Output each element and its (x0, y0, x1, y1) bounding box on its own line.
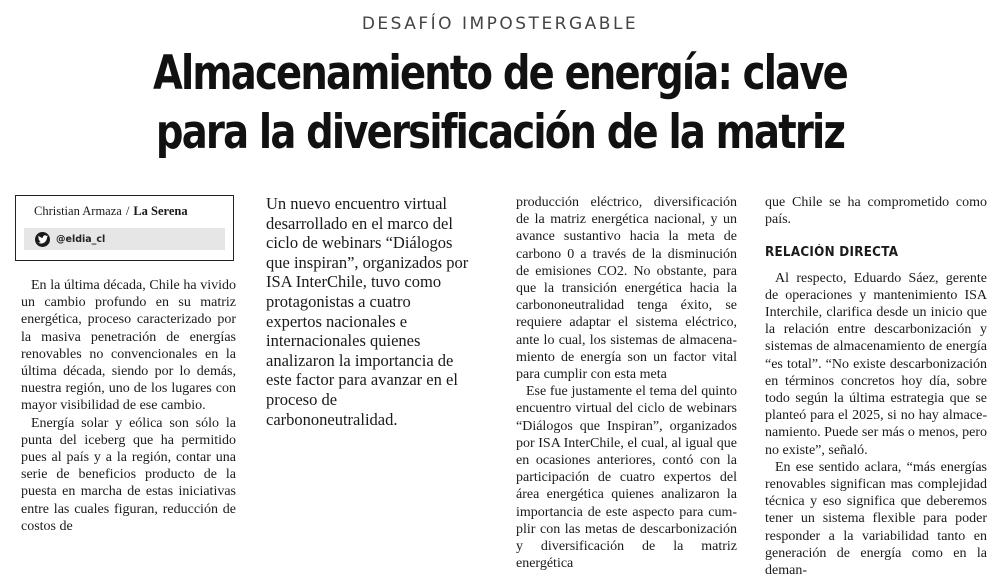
twitter-icon (35, 232, 50, 247)
byline-author-line (34, 204, 188, 219)
body-paragraph: que Chile se ha comprometido como país. (765, 195, 987, 228)
article-headline: Almacenamiento de energía: clave para la diversificación de la matriz (152, 46, 848, 160)
byline-separator: / (125, 204, 130, 218)
lead-paragraph: Un nuevo encuentro virtual desarrollado en el marco del ciclo de webinars “Diálogos que inspiran”, organizados por ISA InterChile, tuvo como protagonistas a cuatro expertos nacionales e internacionales quienes analizaron la importancia de este factor para avanzar en el proceso de carbononeutralidad. (266, 194, 469, 429)
body-column-1 (21, 277, 236, 535)
body-paragraph: producción eléctrico, diversificación de la matriz energética nacional, y un avance sustantivo hacia la meta de carbono 0 a través de la disminución de emisiones CO2. No obstante, para que la transición energética hacia la carbononeutralidad tenga éxito, se requiere adaptar el sistema eléctrico, ante lo cual, los sistemas de almacenamiento de energía son un factor vital para cumplir con esta meta (516, 195, 737, 383)
byline-city: La Serena (133, 204, 188, 218)
body-paragraph: En la última década, Chile ha vivido un cambio profundo en su matriz energética, proceso caracterizado por la masiva penetración de energías renovables no convencionales en la última década, siendo por lo demás, nuestra región, uno de los lugares con mayor visibilidad de ese cambio. (21, 278, 236, 414)
body-column-3 (516, 194, 737, 572)
section-subhead: RELACIÓN DIRECTA (765, 245, 899, 261)
twitter-bird-glyph (38, 235, 48, 244)
body-paragraph: En ese sentido aclara, “más energías renovables significan mas complejidad técnica y eso significa que deberemos tener un sistema flexible para poder responder a la variabilidad tanto en generación de energía como en la deman- (765, 459, 987, 579)
social-strip (24, 228, 225, 250)
twitter-handle: @eldia_cl (56, 233, 106, 245)
body-column-4 (765, 194, 987, 579)
body-paragraph: Al respecto, Eduardo Sáez, gerente de operaciones y mantenimiento ISA Interchile, clarifica desde un inicio que la relación entre descarbonización y sistemas de almacenamiento de energía “es total”. “No existe descarbonización en términos concretos hoy día, sobre todo según la última estrategia que se planteó para el 2025, si no hay almacenamiento. Puede ser más o menos, pero no existe”, señaló. (765, 270, 987, 458)
section-kicker: DESAFÍO IMPOSTERGABLE (361, 14, 639, 34)
author-name: Christian Armaza (34, 204, 122, 218)
body-paragraph: Energía solar y eólica son sólo la punta del iceberg que ha permitido pues al país y a la región, contar una serie de beneficios producto de la puesta en marcha de estas iniciativas entre las cuales figuran, reducción de costos de (21, 415, 236, 534)
byline-box (15, 195, 234, 261)
body-paragraph: Ese fue justamente el tema del quinto encuentro virtual del ciclo de webinars “Diálogos que Inspiran”, organizados por ISA InterChile, el cual, al igual que en ocasiones anteriores, contó con la participación de cuatro expertos del área energética quienes analizaron la importancia de este aspecto para cumplir con las metas de descarbonización y diversificación de la matriz energética (516, 384, 737, 572)
